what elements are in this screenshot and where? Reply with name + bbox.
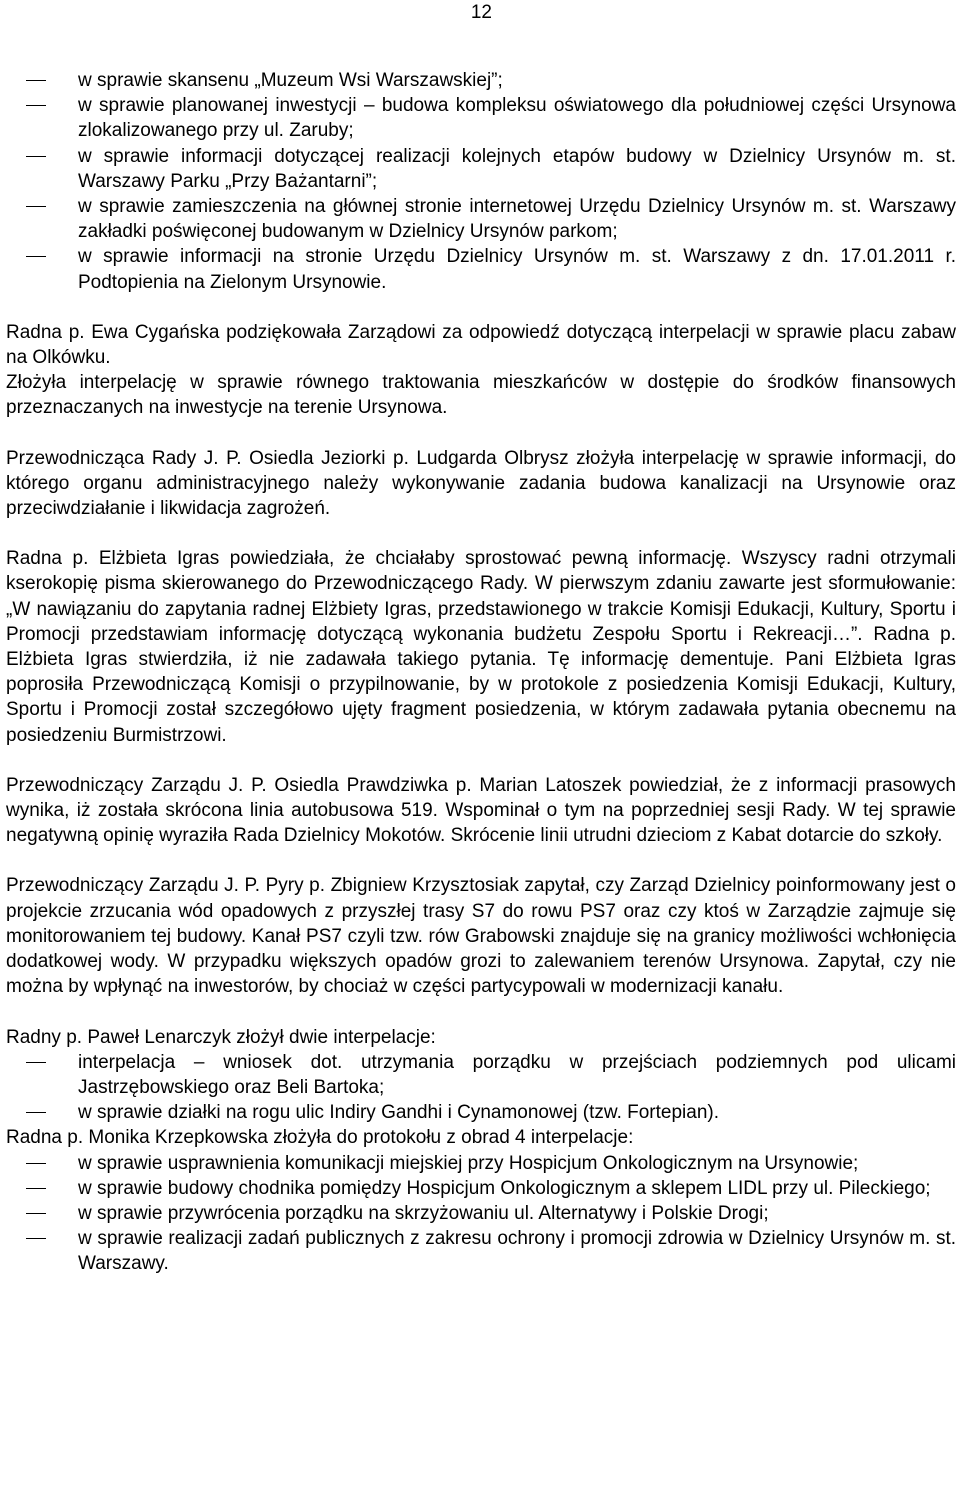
paragraph-igras: Radna p. Elżbieta Igras powiedziała, że chciałaby sprostować pewną informację. Wszyscy radni otrzymali kserokopię pisma skierowanego do Przewodniczącego Rady. W pierwszym zdaniu zawarte jest sformułowanie: „W nawiązaniu do zapytania radnej Elżbiety Igras, przedstawionego w trakcie Komisji Edukacji, Kultury, Sportu i Promocji przedstawiam informację dotyczącą wykonania budżetu Zespołu Sportu i Rekreacji…”. Radna p. Elżbieta Igras stwierdziła, iż nie zadawała takiego pytania. Tę informację dementuje. Pani Elżbieta Igras poprosiła Przewodniczącą Komisji o przypilnowanie, by w protokole z posiedzenia Komisji Edukacji, Kultury, Sportu i Promocji został szczegółowo ujęty fragment posiedzenia, w którym zadawała pytania obecnemu na posiedzeniu Burmistrzowi. xyxy=(6,548,956,746)
paragraph-krzepkowska: Radna p. Monika Krzepkowska złożyła do protokołu z obrad 4 interpelacje: xyxy=(6,1127,634,1149)
list-item: w sprawie przywrócenia porządku na skrzyżowaniu ul. Alternatywy i Polskie Drogi; xyxy=(6,1201,956,1226)
paragraph-lenarczyk: Radny p. Paweł Lenarczyk złożył dwie interpelacje: xyxy=(6,1026,436,1048)
paragraph-latoszek: Przewodniczący Zarządu J. P. Osiedla Prawdziwka p. Marian Latoszek powiedział, że z informacji prasowych wynika, iż została skrócona linia autobusowa 519. Wspominał o tym na poprzedniej sesji Rady. W tej sprawie negatywną opinię wyraziła Rada Dzielnicy Mokotów. Skrócenie linii utrudni dzieciom z Kabat dotarcie do szkoły. xyxy=(6,774,956,847)
list-item: w sprawie informacji na stronie Urzędu Dzielnicy Ursynów m. st. Warszawy z dn. 17.01.2011 r. Podtopienia na Zielonym Ursynowie. xyxy=(6,244,956,294)
bullet-list-interpelations xyxy=(6,68,956,295)
spacer xyxy=(6,748,956,773)
paragraph-cyganska-interpelation: Złożyła interpelację w sprawie równego traktowania mieszkańców w dostępie do środków finansowych przeznaczanych na inwestycje na terenie Ursynowa. xyxy=(6,372,956,419)
spacer xyxy=(6,295,956,320)
list-item: w sprawie zamieszczenia na głównej stronie internetowej Urzędu Dzielnicy Ursynów m. st. Warszawy zakładki poświęconej budowanym w Dzielnicy Ursynów parkom; xyxy=(6,194,956,244)
paragraph-krzysztosiak: Przewodniczący Zarządu J. P. Pyry p. Zbigniew Krzysztosiak zapytał, czy Zarząd Dzielnicy poinformowany jest o projekcie zrzucania wód opadowych z przyszłej trasy S7 do rowu PS7 oraz czy ktoś w Zarządzie zajmuje się monitorowaniem tej budowy. Kanał PS7 czyli tzw. rów Grabowski znajduje się na granicy możliwości wchłonięcia dodatkowej wody. W przypadku większych opadów grozi to zalewaniem terenów Ursynowa. Zapytał, czy nie można by wpłynąć na inwestorów, by chociaż w części partycypowali w modernizacji kanału. xyxy=(6,875,956,998)
spacer xyxy=(6,421,956,446)
list-item: w sprawie planowanej inwestycji – budowa kompleksu oświatowego dla południowej części Ursynowa zlokalizowanego przy ul. Zaruby; xyxy=(6,93,956,143)
bullet-list-krzepkowska xyxy=(6,1151,956,1277)
paragraph-cyganska-thanks: Radna p. Ewa Cygańska podziękowała Zarządowi za odpowiedź dotyczącą interpelacji w sprawie placu zabaw na Olkówku. xyxy=(6,321,956,369)
list-item: w sprawie budowy chodnika pomiędzy Hospicjum Onkologicznym a sklepem LIDL przy ul. Pileckiego; xyxy=(6,1176,956,1201)
list-item: w sprawie skansenu „Muzeum Wsi Warszawskiej”; xyxy=(6,68,956,93)
list-item: w sprawie usprawnienia komunikacji miejskiej przy Hospicjum Onkologicznym na Ursynowie; xyxy=(6,1151,956,1176)
spacer xyxy=(6,521,956,546)
paragraph-olbrysz: Przewodnicząca Rady J. P. Osiedla Jeziorki p. Ludgarda Olbrysz złożyła interpelację w sprawie informacji, do którego organu administracyjnego należy wykonywanie zadania budowa kanalizacji na Ursynowie oraz przeciwdziałanie i likwidacja zagrożeń. xyxy=(6,447,956,520)
list-item: w sprawie realizacji zadań publicznych z zakresu ochrony i promocji zdrowia w Dzielnicy Ursynów m. st. Warszawy. xyxy=(6,1226,956,1276)
list-item: w sprawie działki na rogu ulic Indiry Gandhi i Cynamonowej (tzw. Fortepian). xyxy=(6,1100,956,1125)
document-body xyxy=(6,68,956,1277)
page-number: 12 xyxy=(470,2,492,23)
spacer xyxy=(6,848,956,873)
spacer xyxy=(6,1000,956,1025)
list-item: w sprawie informacji dotyczącej realizacji kolejnych etapów budowy w Dzielnicy Ursynów m. st. Warszawy Parku „Przy Bażantarni”; xyxy=(6,144,956,194)
list-item: interpelacja – wniosek dot. utrzymania porządku w przejściach podziemnych pod ulicami Jastrzębowskiego oraz Beli Bartoka; xyxy=(6,1050,956,1100)
bullet-list-lenarczyk xyxy=(6,1050,956,1126)
